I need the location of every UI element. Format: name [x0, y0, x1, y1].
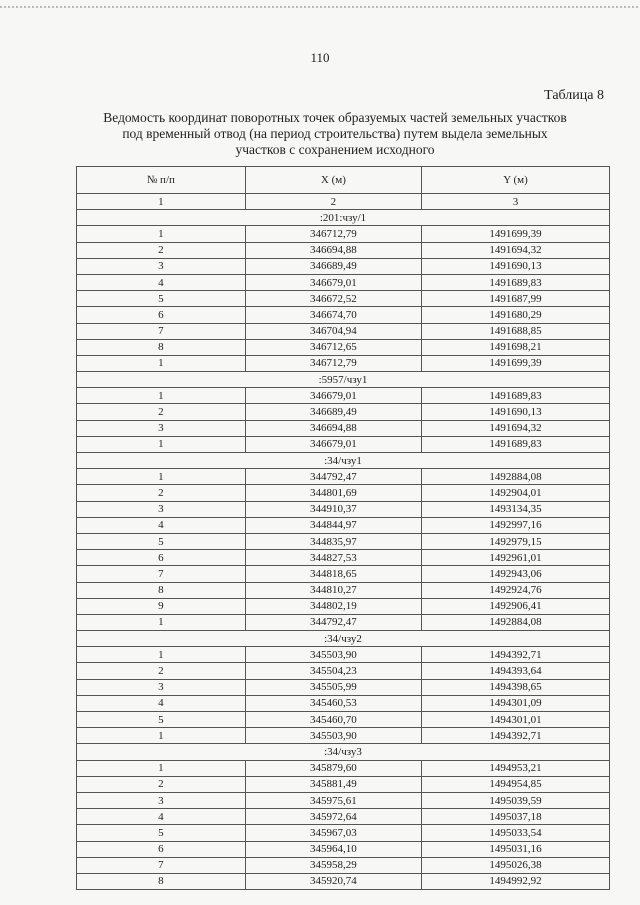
y-coordinate: 1491689,83 — [422, 436, 610, 452]
point-number: 6 — [77, 307, 246, 323]
y-coordinate: 1492997,16 — [422, 517, 610, 533]
point-number: 5 — [77, 712, 246, 728]
table-row — [77, 501, 610, 517]
y-coordinate: 1494301,09 — [422, 695, 610, 711]
section-name: :34/чзу3 — [77, 744, 610, 760]
y-coordinate: 1491690,13 — [422, 258, 610, 274]
x-coordinate: 345975,61 — [245, 792, 421, 808]
point-number: 3 — [77, 792, 246, 808]
index-cell: 1 — [77, 194, 246, 210]
table-row — [77, 291, 610, 307]
y-coordinate: 1492884,08 — [422, 469, 610, 485]
table-row — [77, 841, 610, 857]
y-coordinate: 1492943,06 — [422, 566, 610, 582]
table-row — [77, 712, 610, 728]
point-number: 1 — [77, 614, 246, 630]
document-title — [80, 110, 590, 158]
y-coordinate: 1495033,54 — [422, 825, 610, 841]
point-number: 8 — [77, 873, 246, 889]
table-row — [77, 857, 610, 873]
section-row — [77, 210, 610, 226]
y-coordinate: 1494992,92 — [422, 873, 610, 889]
y-coordinate: 1495037,18 — [422, 809, 610, 825]
y-coordinate: 1494398,65 — [422, 679, 610, 695]
point-number: 1 — [77, 388, 246, 404]
table-row — [77, 517, 610, 533]
x-coordinate: 346712,65 — [245, 339, 421, 355]
y-coordinate: 1494953,21 — [422, 760, 610, 776]
table-row — [77, 695, 610, 711]
index-row — [77, 194, 610, 210]
section-row — [77, 372, 610, 388]
y-coordinate: 1491699,39 — [422, 355, 610, 371]
section-row — [77, 631, 610, 647]
section-name: :5957/чзу1 — [77, 372, 610, 388]
y-coordinate: 1491698,21 — [422, 339, 610, 355]
header-number: № п/п — [77, 167, 246, 194]
point-number: 5 — [77, 533, 246, 549]
x-coordinate: 346672,52 — [245, 291, 421, 307]
point-number: 3 — [77, 420, 246, 436]
x-coordinate: 344835,97 — [245, 533, 421, 549]
table-body — [77, 194, 610, 890]
section-row — [77, 453, 610, 469]
y-coordinate: 1494301,01 — [422, 712, 610, 728]
table-row — [77, 792, 610, 808]
x-coordinate: 345879,60 — [245, 760, 421, 776]
x-coordinate: 344792,47 — [245, 469, 421, 485]
y-coordinate: 1492924,76 — [422, 582, 610, 598]
point-number: 1 — [77, 728, 246, 744]
x-coordinate: 344818,65 — [245, 566, 421, 582]
point-number: 4 — [77, 517, 246, 533]
x-coordinate: 344801,69 — [245, 485, 421, 501]
table-row — [77, 566, 610, 582]
table-row — [77, 469, 610, 485]
x-coordinate: 346689,49 — [245, 404, 421, 420]
x-coordinate: 345964,10 — [245, 841, 421, 857]
point-number: 8 — [77, 582, 246, 598]
table-row — [77, 679, 610, 695]
point-number: 7 — [77, 857, 246, 873]
coordinates-table — [76, 166, 610, 890]
x-coordinate: 345958,29 — [245, 857, 421, 873]
section-name: :34/чзу1 — [77, 453, 610, 469]
point-number: 9 — [77, 598, 246, 614]
table-row — [77, 825, 610, 841]
point-number: 2 — [77, 404, 246, 420]
index-cell: 2 — [245, 194, 421, 210]
y-coordinate: 1492884,08 — [422, 614, 610, 630]
table-row — [77, 776, 610, 792]
point-number: 1 — [77, 226, 246, 242]
x-coordinate: 345503,90 — [245, 647, 421, 663]
table-row — [77, 873, 610, 889]
table-row — [77, 355, 610, 371]
x-coordinate: 346712,79 — [245, 355, 421, 371]
point-number: 6 — [77, 841, 246, 857]
point-number: 4 — [77, 809, 246, 825]
point-number: 2 — [77, 663, 246, 679]
y-coordinate: 1492961,01 — [422, 550, 610, 566]
table-row — [77, 598, 610, 614]
y-coordinate: 1491680,29 — [422, 307, 610, 323]
table-row — [77, 647, 610, 663]
header-row — [77, 167, 610, 194]
point-number: 1 — [77, 760, 246, 776]
table-label: Таблица 8 — [544, 88, 604, 103]
point-number: 1 — [77, 436, 246, 452]
point-number: 8 — [77, 339, 246, 355]
x-coordinate: 344910,37 — [245, 501, 421, 517]
y-coordinate: 1492906,41 — [422, 598, 610, 614]
x-coordinate: 345503,90 — [245, 728, 421, 744]
header-y: Y (м) — [422, 167, 610, 194]
point-number: 4 — [77, 695, 246, 711]
title-line: Ведомость координат поворотных точек образуемых частей земельных участков — [103, 110, 567, 125]
x-coordinate: 346704,94 — [245, 323, 421, 339]
table-row — [77, 663, 610, 679]
x-coordinate: 345967,03 — [245, 825, 421, 841]
x-coordinate: 346679,01 — [245, 436, 421, 452]
y-coordinate: 1495039,59 — [422, 792, 610, 808]
table-row — [77, 550, 610, 566]
x-coordinate: 345460,70 — [245, 712, 421, 728]
table-row — [77, 388, 610, 404]
y-coordinate: 1494392,71 — [422, 728, 610, 744]
point-number: 4 — [77, 274, 246, 290]
y-coordinate: 1495031,16 — [422, 841, 610, 857]
table-row — [77, 339, 610, 355]
point-number: 6 — [77, 550, 246, 566]
x-coordinate: 346679,01 — [245, 388, 421, 404]
x-coordinate: 346689,49 — [245, 258, 421, 274]
x-coordinate: 345460,53 — [245, 695, 421, 711]
section-name: :34/чзу2 — [77, 631, 610, 647]
point-number: 2 — [77, 485, 246, 501]
x-coordinate: 344844,97 — [245, 517, 421, 533]
table-row — [77, 533, 610, 549]
x-coordinate: 345504,23 — [245, 663, 421, 679]
y-coordinate: 1494392,71 — [422, 647, 610, 663]
table-row — [77, 728, 610, 744]
table-row — [77, 258, 610, 274]
table-row — [77, 436, 610, 452]
y-coordinate: 1491690,13 — [422, 404, 610, 420]
title-line: под временный отвод (на период строительства) путем выдела земельных — [122, 126, 548, 141]
x-coordinate: 345920,74 — [245, 873, 421, 889]
y-coordinate: 1491699,39 — [422, 226, 610, 242]
index-cell: 3 — [422, 194, 610, 210]
point-number: 5 — [77, 291, 246, 307]
y-coordinate: 1491689,83 — [422, 388, 610, 404]
y-coordinate: 1492904,01 — [422, 485, 610, 501]
table-row — [77, 809, 610, 825]
point-number: 3 — [77, 501, 246, 517]
x-coordinate: 346674,70 — [245, 307, 421, 323]
x-coordinate: 346712,79 — [245, 226, 421, 242]
y-coordinate: 1492979,15 — [422, 533, 610, 549]
y-coordinate: 1491687,99 — [422, 291, 610, 307]
table-row — [77, 226, 610, 242]
x-coordinate: 345972,64 — [245, 809, 421, 825]
table-row — [77, 323, 610, 339]
x-coordinate: 346679,01 — [245, 274, 421, 290]
header-x: X (м) — [245, 167, 421, 194]
point-number: 7 — [77, 566, 246, 582]
table-row — [77, 614, 610, 630]
x-coordinate: 345881,49 — [245, 776, 421, 792]
point-number: 1 — [77, 647, 246, 663]
table-row — [77, 307, 610, 323]
point-number: 1 — [77, 469, 246, 485]
y-coordinate: 1495026,38 — [422, 857, 610, 873]
section-name: :201:чзу/1 — [77, 210, 610, 226]
point-number: 5 — [77, 825, 246, 841]
point-number: 2 — [77, 242, 246, 258]
point-number: 3 — [77, 679, 246, 695]
table-row — [77, 242, 610, 258]
x-coordinate: 344792,47 — [245, 614, 421, 630]
point-number: 7 — [77, 323, 246, 339]
x-coordinate: 344827,53 — [245, 550, 421, 566]
y-coordinate: 1491694,32 — [422, 420, 610, 436]
x-coordinate: 344802,19 — [245, 598, 421, 614]
x-coordinate: 346694,88 — [245, 242, 421, 258]
table-row — [77, 404, 610, 420]
page-number: 110 — [310, 50, 330, 65]
y-coordinate: 1494393,64 — [422, 663, 610, 679]
table-row — [77, 274, 610, 290]
section-row — [77, 744, 610, 760]
y-coordinate: 1494954,85 — [422, 776, 610, 792]
table-row — [77, 760, 610, 776]
y-coordinate: 1491688,85 — [422, 323, 610, 339]
x-coordinate: 344810,27 — [245, 582, 421, 598]
title-line: участков с сохранением исходного — [235, 142, 435, 157]
y-coordinate: 1493134,35 — [422, 501, 610, 517]
y-coordinate: 1491694,32 — [422, 242, 610, 258]
table-row — [77, 485, 610, 501]
table-row — [77, 420, 610, 436]
x-coordinate: 345505,99 — [245, 679, 421, 695]
point-number: 3 — [77, 258, 246, 274]
y-coordinate: 1491689,83 — [422, 274, 610, 290]
page-top-border — [0, 6, 640, 8]
point-number: 2 — [77, 776, 246, 792]
x-coordinate: 346694,88 — [245, 420, 421, 436]
point-number: 1 — [77, 355, 246, 371]
table-row — [77, 582, 610, 598]
